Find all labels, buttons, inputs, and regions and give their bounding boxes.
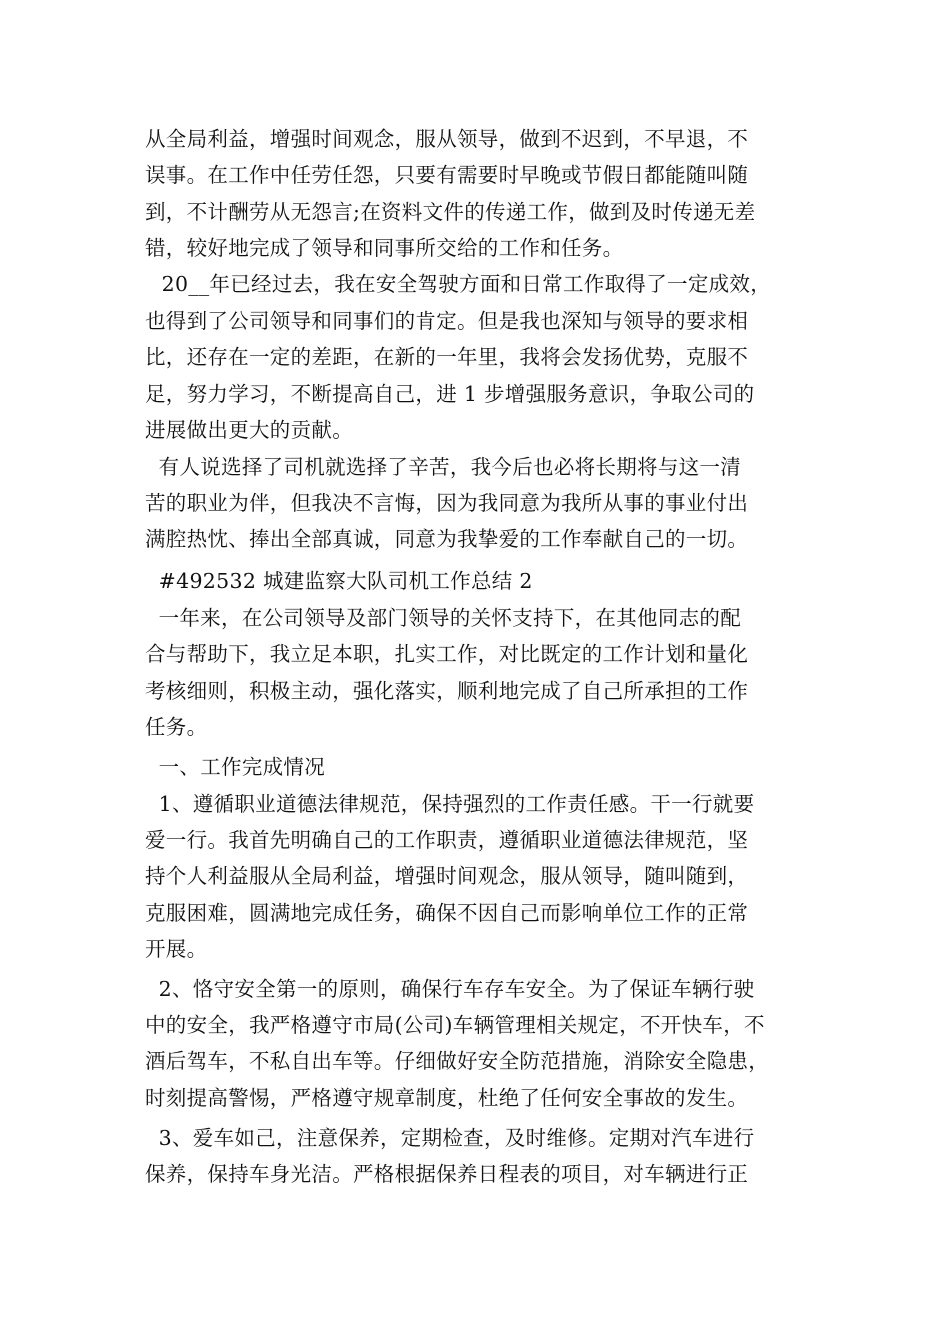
text-line: 克服困难，圆满地完成任务，确保不因自己而影响单位工作的正常	[145, 901, 749, 925]
text-line: 时刻提高警惕，严格遵守规章制度，杜绝了任何安全事故的发生。	[145, 1086, 749, 1110]
subsection-heading: 一、工作完成情况	[145, 755, 326, 779]
text-line: 误事。在工作中任劳任怨，只要有需要时早晚或节假日都能随叫随	[145, 163, 749, 187]
text-line: 考核细则，积极主动，强化落实，顺利地完成了自己所承担的工作	[145, 679, 749, 703]
text-line: 到，不计酬劳从无怨言;在资料文件的传递工作，做到及时传递无差	[145, 200, 756, 224]
text-line: 合与帮助下，我立足本职，扎实工作，对比既定的工作计划和量化	[145, 642, 749, 666]
text-line: 爱一行。我首先明确自己的工作职责，遵循职业道德法律规范，坚	[145, 828, 749, 852]
text-line: 3、爱车如己，注意保养，定期检查，及时维修。定期对汽车进行	[145, 1126, 755, 1150]
text-line: 酒后驾车，不私自出车等。仔细做好安全防范措施，消除安全隐患，	[145, 1049, 769, 1073]
text-line: 持个人利益服从全局利益，增强时间观念，服从领导，随叫随到，	[145, 864, 749, 888]
text-line: 中的安全，我严格遵守市局(公司)车辆管理相关规定，不开快车，不	[145, 1013, 765, 1037]
text-line: 20__年已经过去，我在安全驾驶方面和日常工作取得了一定成效，	[148, 272, 772, 296]
text-line: 也得到了公司领导和同事们的肯定。但是我也深知与领导的要求相	[145, 309, 749, 333]
text-line: 任务。	[145, 715, 208, 739]
text-line: 一年来，在公司领导及部门领导的关怀支持下，在其他同志的配	[145, 606, 742, 630]
text-line: 足，努力学习，不断提高自己，进 1 步增强服务意识，争取公司的	[145, 382, 755, 406]
text-line: 进展做出更大的贡献。	[145, 418, 353, 442]
section-heading: #492532 城建监察大队司机工作总结 2	[145, 569, 533, 593]
text-line: 开展。	[145, 937, 208, 961]
text-line: 从全局利益，增强时间观念，服从领导，做到不迟到，不早退，不	[145, 127, 749, 151]
text-line: 苦的职业为伴，但我决不言悔，因为我同意为我所从事的事业付出	[145, 491, 749, 515]
text-line: 保养，保持车身光洁。严格根据保养日程表的项目，对车辆进行正	[145, 1162, 749, 1186]
text-line: 有人说选择了司机就选择了辛苦，我今后也必将长期将与这一清	[145, 455, 742, 479]
text-line: 1、遵循职业道德法律规范，保持强烈的工作责任感。干一行就要	[145, 792, 755, 816]
text-line: 错，较好地完成了领导和同事所交给的工作和任务。	[145, 236, 624, 260]
text-line: 满腔热忱、捧出全部真诚，同意为我挚爱的工作奉献自己的一切。	[145, 527, 749, 551]
text-line: 2、恪守安全第一的原则，确保行车存车安全。为了保证车辆行驶	[145, 977, 755, 1001]
text-line: 比，还存在一定的差距，在新的一年里，我将会发扬优势，克服不	[145, 345, 749, 369]
